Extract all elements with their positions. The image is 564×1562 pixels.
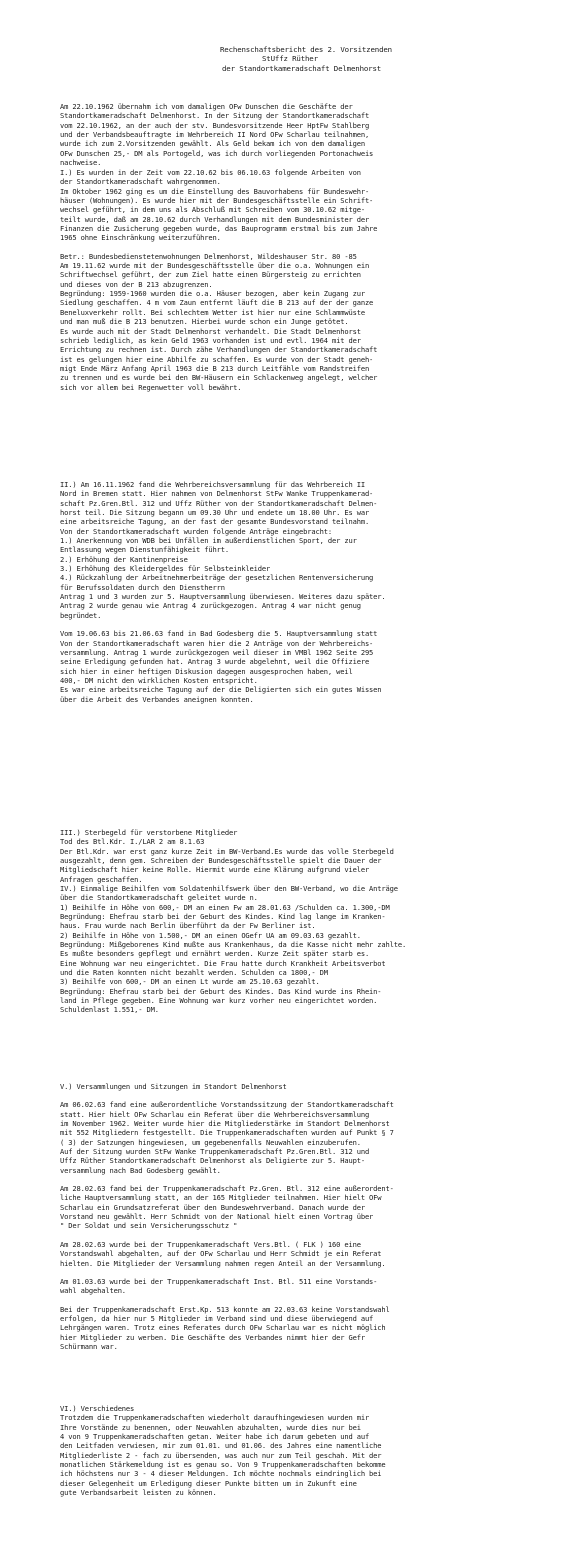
text-line: Nord in Bremen statt. Hier nahmen von Delmenhorst StFw Wanke Truppenkamerad- bbox=[60, 489, 374, 499]
text-line: Auf der Sitzung wurden StFw Wanke Truppenkameradschaft Pz.Gren.Btl. 312 und bbox=[60, 1147, 370, 1157]
text-line: Betr.: Bundesbedienstetenwohnungen Delmenhorst, Wildeshauser Str. 80 -85 bbox=[60, 251, 357, 261]
text-line: wurde ich zum 2.Vorsitzenden gewählt. Als Geld bekam ich von dem damaligen bbox=[60, 139, 365, 149]
text-line: für Berufssoldaten durch den Dienstherrn bbox=[60, 582, 225, 592]
text-line: der Standortkameradschaft wahrgenommen. bbox=[60, 177, 221, 187]
text-line: nachweise. bbox=[60, 158, 102, 168]
text-line: 2.) Erhöhung der Kantinenpreise bbox=[60, 554, 188, 564]
text-line: teilt wurde, daß am 28.10.62 durch Verhandlungen mit dem Bundesminister der bbox=[60, 214, 370, 224]
text-line: häuser (Wohnungen). Es wurde hier mit der Bundesgeschäftsstelle ein Schrift- bbox=[60, 196, 374, 206]
text-line: Bei der Truppenkameradschaft Erst.Kp. 513 konnte am 22.03.63 keine Vorstandswahl bbox=[60, 1304, 390, 1314]
text-line: 2) Beihilfe in Höhe von 1.500,- DM an einen OGefr UA am 09.03.63 gezahlt. bbox=[60, 930, 361, 940]
text-line: Es mußte besonders gepflegt und ernährt werden. Kurze Zeit später starb es. bbox=[60, 949, 370, 959]
paragraph-gap bbox=[60, 243, 377, 252]
paragraph-gap bbox=[60, 1231, 394, 1240]
text-line: Es war eine arbeitsreiche Tagung auf der die Deligierten sich ein gutes Wissen bbox=[60, 685, 382, 695]
text-line: ist es gelungen hier eine Abhilfe zu schaffen. Es wurde von der Stadt geneh- bbox=[60, 354, 374, 364]
text-line: Schuldenlast 1.551,- DM. bbox=[60, 1005, 159, 1015]
text-line: schaft Pz.Gren.Btl. 312 und Uffz Rüther von der Standortkameradschaft Delmen- bbox=[60, 498, 378, 508]
text-line: Finanzen die Zusicherung gegeben wurde, das Bauprogramm erstmal bis zum Jahre bbox=[60, 224, 378, 234]
text-line: Vorstandswahl abgehalten, auf der OFw Scharlau und Herr Schmidt je ein Referat bbox=[60, 1249, 382, 1259]
text-line: über die Standortkameradschaft geleitet wurde n. bbox=[60, 893, 258, 903]
text-line: Am 28.02.63 fand bei der Truppenkameradschaft Pz.Gren. Btl. 312 eine außerordent- bbox=[60, 1184, 394, 1194]
text-line: Mitgliederliste 2 - fach zu übersenden, was auch nur zum Teil geschah. Mit der bbox=[60, 1450, 382, 1460]
text-line: über die Arbeit des Verbandes aneignen konnten. bbox=[60, 694, 254, 704]
text-line: Der Btl.Kdr. war erst ganz kurze Zeit im BW-Verband.Es wurde das volle Sterbegeld bbox=[60, 846, 394, 856]
report-title: Rechenschaftsbericht des 2. Vorsitzenden bbox=[220, 45, 392, 54]
text-line: ausgezahlt, denn gem. Schreiben der Bundesgeschäftsstelle spielt die Dauer der bbox=[60, 856, 382, 866]
text-line: Tod des Btl.Kdr. I./LAR 2 am 8.1.63 bbox=[60, 837, 205, 847]
text-line: ich höchstens nur 3 - 4 dieser Meldungen. Ich möchte nochmals eindringlich bei bbox=[60, 1469, 382, 1479]
text-line: 1.) Anerkennung von WDB bei Unfällen im außerdienstlichen Sport, der zur bbox=[60, 536, 357, 546]
section-3 bbox=[60, 828, 394, 884]
text-line: III.) Sterbegeld für verstorbene Mitglieder bbox=[60, 828, 238, 837]
section-1 bbox=[60, 168, 377, 392]
text-line: begründet. bbox=[60, 610, 102, 620]
text-line: " Der Soldat und sein Versicherungsschutz " bbox=[60, 1221, 238, 1231]
report-author: StUffz Rüther bbox=[262, 54, 318, 64]
text-line: Ihre Vorstände zu benennen, oder Neuwahlen abzuhalten, wurde dies nur bei bbox=[60, 1422, 361, 1432]
text-line: sich hier in einer heftigen Diskusion dagegen ausgesprochen haben, weil bbox=[60, 666, 353, 676]
text-line: 400,- DM nicht den wirklichen Kosten entspricht. bbox=[60, 675, 258, 685]
report-organization: der Standortkameradschaft Delmenhorst bbox=[222, 63, 382, 73]
text-line: wahl abgehalten. bbox=[60, 1286, 126, 1296]
text-line: den Leitfaden verwiesen, mir zum 01.01. und 01.06. des Jahres eine namentliche bbox=[60, 1441, 382, 1451]
section-5 bbox=[60, 1082, 394, 1351]
text-line: Schürmann war. bbox=[60, 1341, 118, 1351]
text-line: V.) Versammlungen und Sitzungen im Standort Delmenhorst bbox=[60, 1082, 287, 1091]
text-line: Am 19.11.62 wurde mit der Bundesgeschäftsstelle über die o.a. Wohnungen ein bbox=[60, 261, 370, 271]
text-line: 4 von 9 Truppenkameradschaften getan. Weiter habe ich darum gebeten und auf bbox=[60, 1432, 370, 1442]
text-line: Eine Wohnung war neu eingerichtet. Die Frau hatte durch Krankheit Arbeitsverbot bbox=[60, 958, 386, 968]
text-line: ( 3) der Satzungen hingewiesen, um gegebenenfalls Neuwahlen einzuberufen. bbox=[60, 1137, 361, 1147]
text-line: und der Verbandsbeauftragte im Wehrbereich II Nord OFw Scharlau teilnahmen, bbox=[60, 130, 370, 140]
text-line: Vorstand neu gewählt. Herr Schmidt von der National hielt einen Vortrag über bbox=[60, 1212, 374, 1222]
text-line: 1965 ohne Einschränkung weiterzuführen. bbox=[60, 233, 221, 243]
text-line: mit 552 Mitgliedern festgestellt. Die Truppenkameradschaften wurden auf Punkt § 7 bbox=[60, 1128, 394, 1138]
text-line: Es wurde auch mit der Stadt Delmenhorst verhandelt. Die Stadt Delmenhorst bbox=[60, 326, 361, 336]
text-line: Von der Standortkameradschaft wurden folgende Anträge eingebracht: bbox=[60, 526, 332, 536]
text-line: vom 22.10.1962, an der auch der stv. Bundesvorsitzende Heer HptFw Stahlberg bbox=[60, 120, 370, 130]
text-line: Am 22.10.1962 übernahm ich vom damaligen OFw Dunschen die Geschäfte der bbox=[60, 102, 353, 111]
text-line: und man muß die B 213 benutzen. Hierbei wurde schon ein Junge getötet. bbox=[60, 317, 349, 327]
text-line: Begründung: Ehefrau starb bei der Geburt des Kindes. Das Kind wurde ins Rhein- bbox=[60, 986, 382, 996]
text-line: Am 28.02.63 wurde bei der Truppenkameradschaft Vers.Btl. ( FLK ) 160 eine bbox=[60, 1239, 361, 1249]
text-line: horst teil. Die Sitzung begann um 09.30 Uhr und endete um 18.00 Uhr. Es war bbox=[60, 508, 370, 518]
text-line: Vom 19.06.63 bis 21.06.63 fand in Bad Godesberg die 5. Hauptversammlung statt bbox=[60, 629, 378, 639]
text-line: Begründung: Ehefrau starb bei der Geburt des Kindes. Kind lag lange im Kranken- bbox=[60, 912, 386, 922]
paragraph-gap bbox=[60, 1175, 394, 1184]
paragraph-gap bbox=[60, 1296, 394, 1305]
text-line: versammlung nach Bad Godesberg gewählt. bbox=[60, 1165, 221, 1175]
text-line: Am 01.03.63 wurde bei der Truppenkameradschaft Inst. Btl. 511 eine Vorstands- bbox=[60, 1276, 378, 1286]
text-line: und dieses von der B 213 abzugrenzen. bbox=[60, 279, 213, 289]
text-line: 3) Beihilfe von 600,- DM an einen Lt wurde am 25.10.63 gezahlt. bbox=[60, 977, 320, 987]
text-line: schrieb lediglich, as kein Geld 1963 vorhanden ist und evtl. 1964 mit der bbox=[60, 335, 361, 345]
text-line: eine arbeitsreiche Tagung, an der fast der gesamte Bundesvorstand teilnahm. bbox=[60, 517, 370, 527]
text-line: II.) Am 16.11.1962 fand die Wehrbereichsversammlung für das Wehrbereich II bbox=[60, 480, 365, 489]
text-line: seine Erledigung gefunden hat. Antrag 3 wurde abgelehnt, weil die Offiziere bbox=[60, 657, 370, 667]
text-line: Standortkameradschaft Delmenhorst. In der Sitzung der Standortkameradschaft bbox=[60, 111, 370, 121]
section-6 bbox=[60, 1404, 386, 1497]
text-line: dieser Gelegenheit um Erledigung dieser Punkte bitten um in Zukunft eine bbox=[60, 1478, 357, 1488]
text-line: Anfragen geschaffen. bbox=[60, 874, 143, 884]
text-line: Begründung: 1959-1960 wurden die o.a. Häuser bezogen, aber kein Zugang zur bbox=[60, 289, 365, 299]
text-line: Am 06.02.63 fand eine außerordentliche Vorstandssitzung der Standortkameradschaft bbox=[60, 1100, 394, 1110]
text-line: sich vor allem bei Regenwetter voll bewährt. bbox=[60, 382, 242, 392]
text-line: OFw Dunschen 25,- DM als Portogeld, was ich durch vorliegenden Portonachweis bbox=[60, 148, 374, 158]
text-line: Siedlung geschaffen. 4 m vom Zaun entfernt läuft die B 213 auf der der ganze bbox=[60, 298, 374, 308]
paragraph-gap bbox=[60, 1091, 394, 1100]
text-line: haus. Frau wurde nach Berlin überführt da der Fw Berliner ist. bbox=[60, 921, 316, 931]
text-line: hier Mitglieder zu werben. Die Geschäfte des Verbandes nimmt hier der Gefr bbox=[60, 1332, 365, 1342]
text-line: zu trennen und es wurde bei den BW-Häusern ein Schlackenweg angelegt, welcher bbox=[60, 373, 378, 383]
section-4 bbox=[60, 884, 406, 1015]
text-line: hielten. Die Mitglieder der Versammlung nahmen regen Anteil an der Versammlung. bbox=[60, 1258, 386, 1268]
text-line: 1) Beihilfe in Höhe von 600,- DM an einen Fw am 28.01.63 /Schulden ca. 1.300,-DM bbox=[60, 902, 390, 912]
text-line: monatlichen Stärkemeldung ist es genau so. Von 9 Truppenkameradschaften bekomme bbox=[60, 1460, 386, 1470]
text-line: Von der Standortkameradschaft waren hier die 2 Anträge von der Wehrbereichs- bbox=[60, 638, 374, 648]
text-line: Trotzdem die Truppenkameradschaften wiederholt daraufhingewiesen wurden mir bbox=[60, 1413, 370, 1423]
text-line: liche Hauptversammlung statt, an der 165 Mitglieder teilnahmen. Hier hielt OFw bbox=[60, 1193, 382, 1203]
paragraph-gap bbox=[60, 1268, 394, 1277]
text-line: 3.) Erhöhung des Kleidergeldes für Selbsteinkleider bbox=[60, 564, 271, 574]
text-line: wechsel geführt, in dem uns als Abschluß mit Schreiben vom 30.10.62 mitge- bbox=[60, 205, 365, 215]
text-line: Schriftwechsel geführt, der zum Ziel hatte einen Bürgersteig zu errichten bbox=[60, 270, 361, 280]
text-line: Mitgliedschaft hier keine Rolle. Hiermit wurde eine Klärung aufgrund vieler bbox=[60, 865, 370, 875]
intro-paragraph bbox=[60, 102, 373, 167]
text-line: Antrag 2 wurde genau wie Antrag 4 zurückgezogen. Antrag 4 war nicht genug bbox=[60, 601, 361, 611]
text-line: migt Ende März Anfang April 1963 die B 213 durch Leitfähle vom Randstreifen bbox=[60, 363, 370, 373]
section-2 bbox=[60, 480, 386, 704]
text-line: gute Verbandsarbeit leisten zu können. bbox=[60, 1488, 217, 1498]
text-line: Scharlau ein Grundsatzreferat über den Bundeswehrverband. Danach wurde der bbox=[60, 1202, 365, 1212]
text-line: land in Pflege gegeben. Eine Wohnung war kurz vorher neu eingerichtet worden. bbox=[60, 996, 378, 1006]
paragraph-gap bbox=[60, 620, 386, 629]
text-line: Im Oktober 1962 ging es um die Einstellung des Bauvorhabens für Bundeswehr- bbox=[60, 186, 370, 196]
report-heading bbox=[0, 45, 564, 73]
text-line: 4.) Rückzahlung der Arbeitnehmerbeiträge der gesetzlichen Rentenversicherung bbox=[60, 573, 374, 583]
text-line: Uffz Rüther Standortkameradschaft Delmenhorst als Deligierte zur 5. Haupt- bbox=[60, 1156, 365, 1166]
text-line: Lehrgängen waren. Trotz eines Referates durch OFw Scharlau war es nicht möglich bbox=[60, 1323, 386, 1333]
text-line: statt. Hier hielt OFw Scharlau ein Referat über die Wehrbereichsversammlung bbox=[60, 1109, 370, 1119]
text-line: und die Raten konnten nicht bezahlt werden. Schulden ca 1800,- DM bbox=[60, 968, 328, 978]
text-line: Antrag 1 und 3 wurden zur 5. Hauptversammlung überwiesen. Weiteres dazu später. bbox=[60, 592, 386, 602]
text-line: Beneluxverkehr rollt. Bei schlechtem Wetter ist hier nur eine Schlammwüste bbox=[60, 307, 365, 317]
text-line: versammlung. Antrag 1 wurde zurückgezogen weil dieser im VMBl 1962 Seite 295 bbox=[60, 647, 374, 657]
text-line: IV.) Einmalige Beihilfen vom Soldatenhilfswerk über den BW-Verband, wo die Anträge bbox=[60, 884, 398, 893]
text-line: VI.) Verschiedenes bbox=[60, 1404, 135, 1413]
text-line: I.) Es wurden in der Zeit vom 22.10.62 bis 06.10.63 folgende Arbeiten von bbox=[60, 168, 361, 177]
text-line: Begründung: Mißgeborenes Kind mußte aus Krankenhaus, da die Kasse nicht mehr zahlte. bbox=[60, 940, 407, 950]
text-line: Errichtung zu rechnen ist. Durch zähe Verhandlungen der Standortkameradschaft bbox=[60, 345, 378, 355]
text-line: im November 1962. Weiter wurde hier die Mitgliederstärke im Standort Delmenhorst bbox=[60, 1119, 390, 1129]
text-line: erfolgen, da hier nur 5 Mitglieder im Verband sind und diese überwiegend auf bbox=[60, 1313, 374, 1323]
text-line: Entlassung wegen Dienstunfähigkeit führt. bbox=[60, 545, 229, 555]
